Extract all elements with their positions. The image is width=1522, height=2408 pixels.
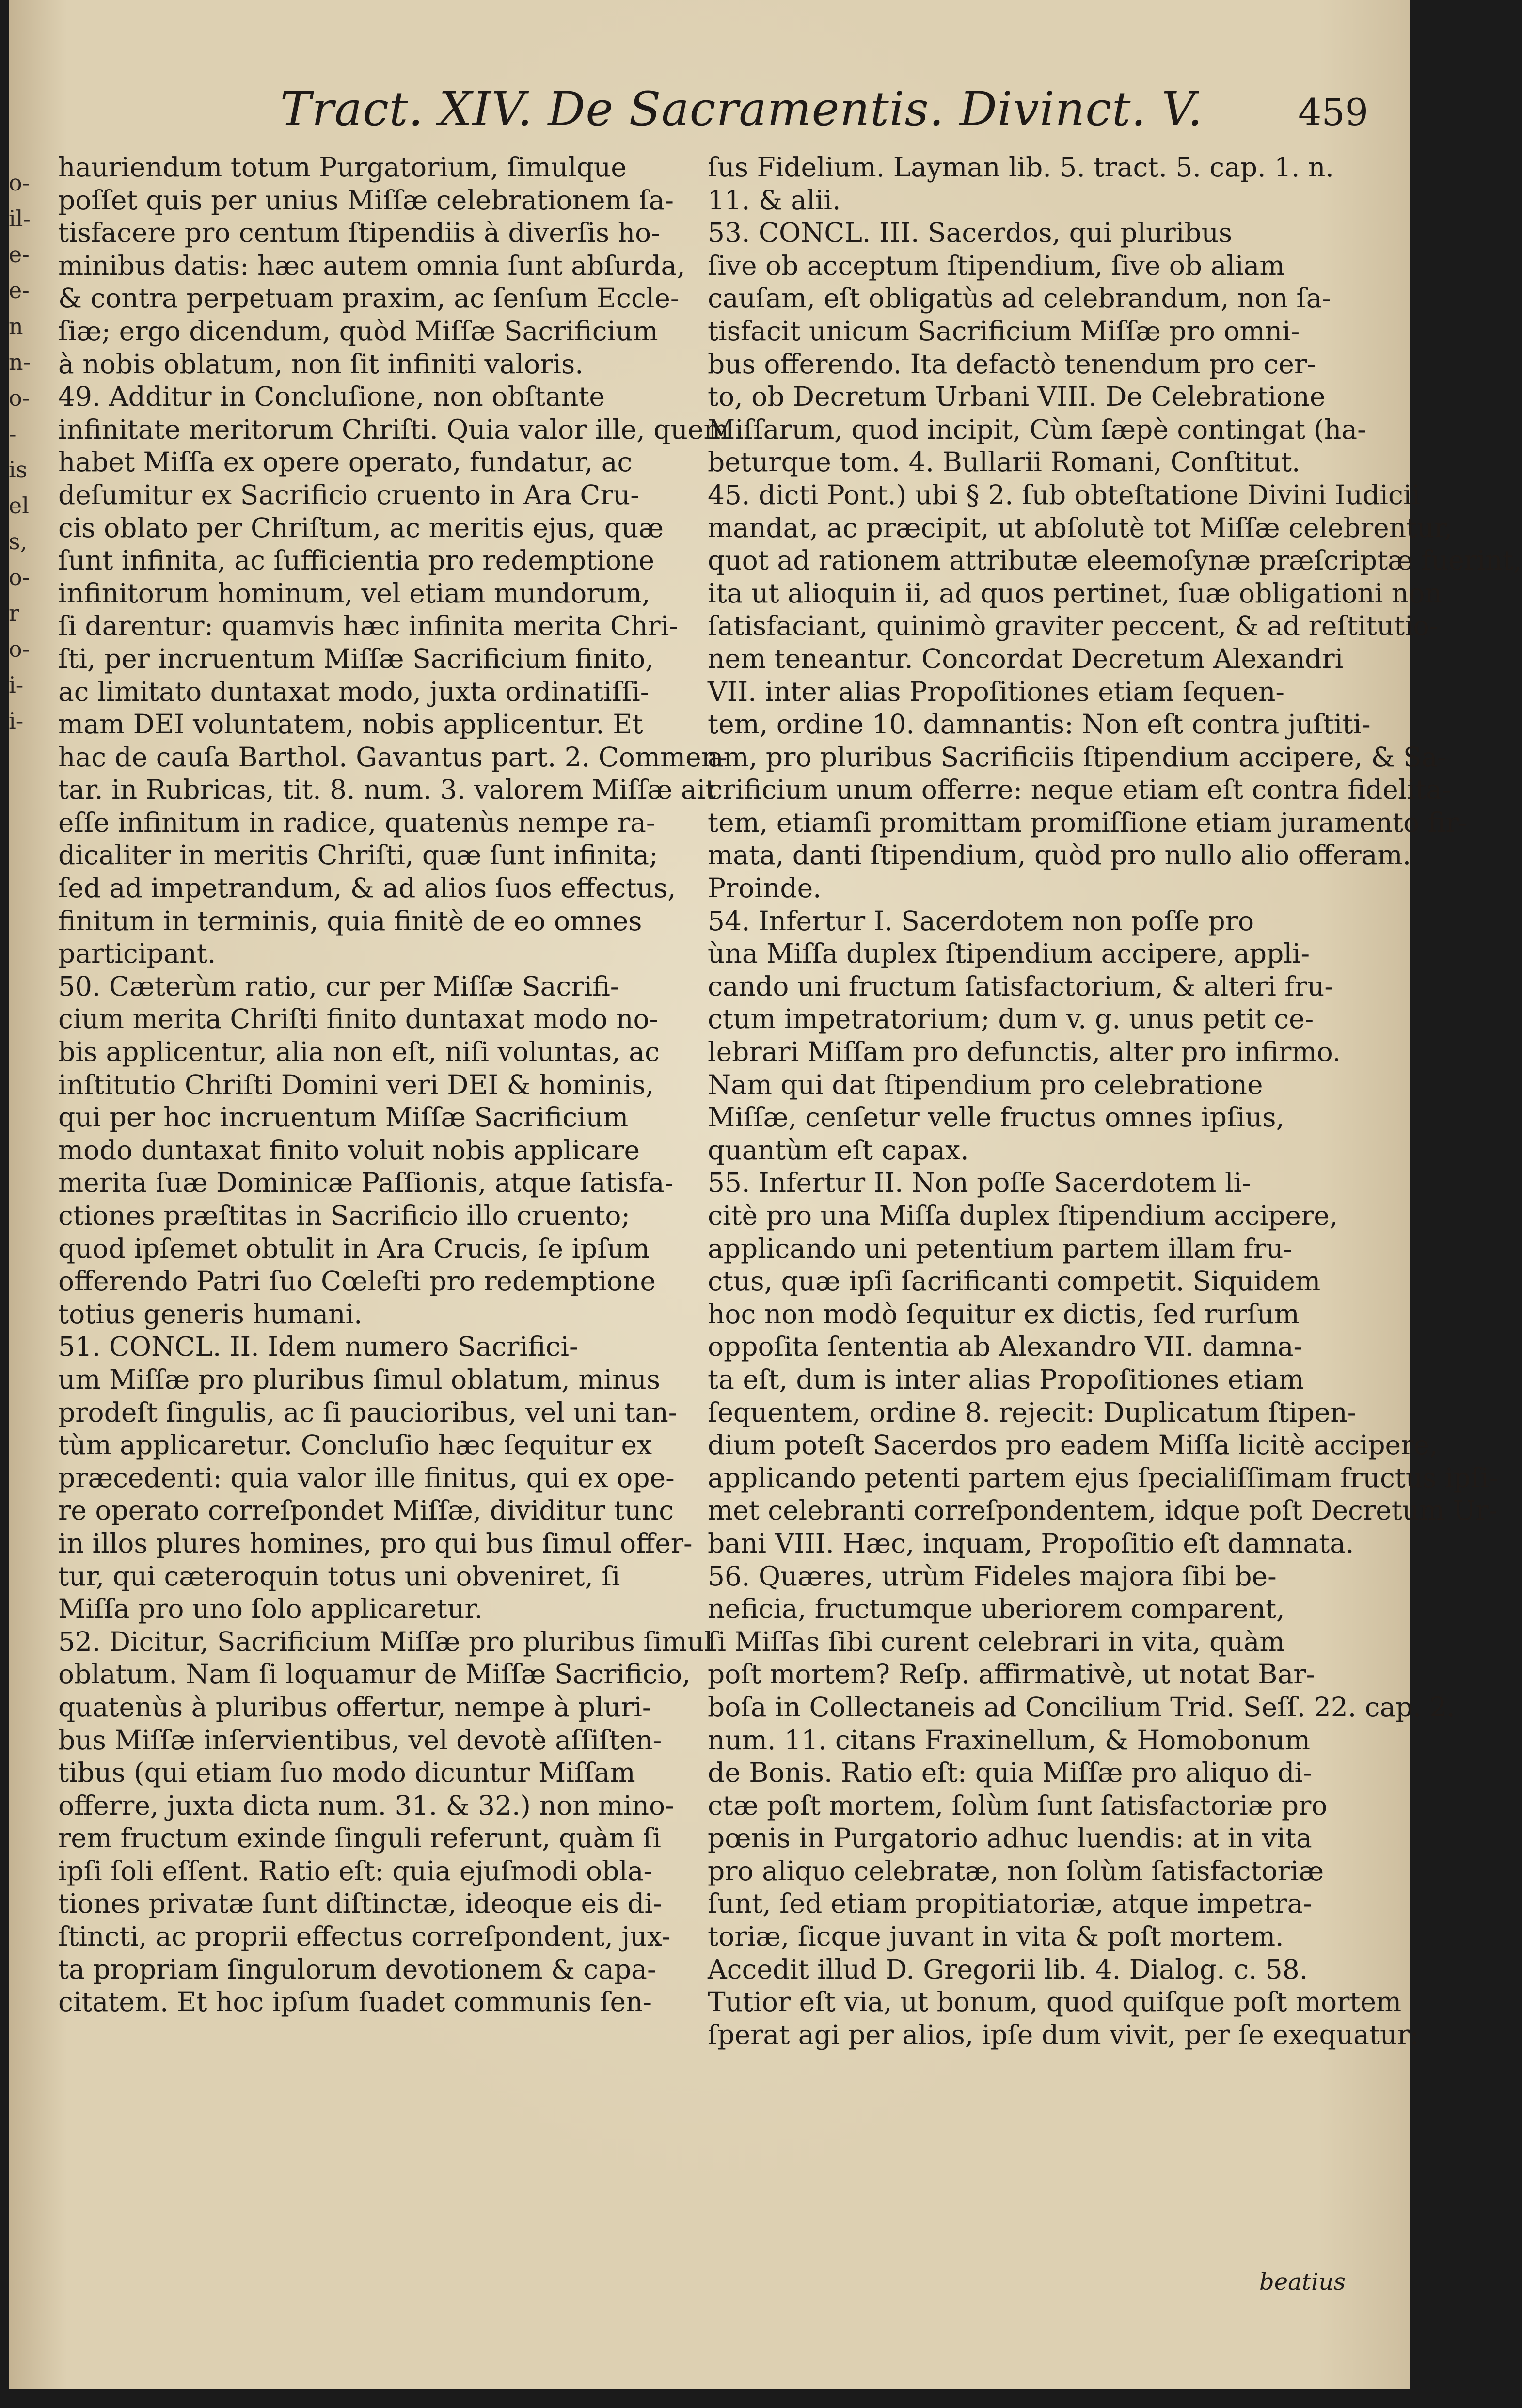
margin-fragment: o- (9, 385, 30, 411)
text-line: um Miſſæ pro pluribus ſimul oblatum, minus (58, 1363, 661, 1395)
text-line: ſtincti, ac proprii effectus correſpondent, jux- (58, 1921, 671, 1952)
text-line: Accedit illud D. Gregorii lib. 4. Dialog. c. 58. (708, 1953, 1308, 1985)
running-title: Tract. XIV. De Sacramentis. Divinct. V. (280, 82, 1203, 136)
text-line: pro aliquo celebratæ, non ſolùm ſatisfactoriæ (708, 1855, 1324, 1886)
text-line: bani VIII. Hæc, inquam, Propoſitio eſt damnata. (708, 1527, 1354, 1559)
text-line: tisfacit unicum Sacrificium Miſſæ pro omni- (708, 315, 1300, 347)
margin-fragment: o- (9, 636, 30, 662)
text-line: oppoſita ſententia ab Alexandro VII. damna- (708, 1331, 1303, 1362)
text-line: à nobis oblatum, non ſit infiniti valoris. (58, 348, 584, 380)
text-line: ctum impetratorium; dum v. g. unus petit ce- (708, 1003, 1314, 1035)
text-line: neficia, fructumque uberiorem comparent, (708, 1593, 1285, 1625)
text-line: tur, qui cæteroquin totus uni obveniret, ſi (58, 1560, 620, 1592)
text-line: 54. Infertur I. Sacerdotem non poſſe pro (708, 905, 1254, 936)
text-line: num. 11. citans Fraxinellum, & Homobonum (708, 1724, 1310, 1756)
previous-page-margin (9, 165, 31, 739)
text-line: ſi Miſſas ſibi curent celebrari in vita, quàm (708, 1626, 1285, 1657)
text-line: offerendo Patri ſuo Cœleſti pro redemptione (58, 1266, 656, 1297)
text-line: 55. Infertur II. Non poſſe Sacerdotem li- (708, 1167, 1251, 1199)
text-line: ſed ad impetrandum, & ad alios ſuos effectus, (58, 872, 676, 904)
text-line: tar. in Rubricas, tit. 8. num. 3. valorem Miſſæ ait (58, 774, 716, 806)
text-line: ſperat agi per alios, ipſe dum vivit, per ſe exequatur: (708, 2019, 1419, 2050)
text-line: participant. (58, 938, 216, 969)
text-line: inſtitutio Chriſti Domini veri DEI & hominis, (58, 1069, 654, 1100)
margin-fragment: i- (9, 708, 24, 734)
margin-fragment: n (9, 313, 23, 339)
text-line: am, pro pluribus Sacrificiis ſtipendium accipere, & Sa- (708, 741, 1447, 773)
margin-fragment: n- (9, 349, 31, 375)
text-line: Miſſarum, quod incipit, Cùm ſæpè contingat (ha- (708, 413, 1366, 445)
text-line: deſumitur ex Sacrificio cruento in Ara Cru- (58, 479, 639, 510)
text-line: tùm applicaretur. Concluſio hæc ſequitur ex (58, 1429, 652, 1461)
text-line: ſus Fidelium. Layman lib. 5. tract. 5. cap. 1. n. (708, 152, 1334, 183)
text-line: ctus, quæ ipſi ſacrificanti competit. Siquidem (708, 1266, 1321, 1297)
text-line: met celebranti correſpondentem, idque poſt Decretum Ur- (708, 1495, 1498, 1526)
text-line: 11. & alii. (708, 184, 841, 216)
text-line: ctiones præſtitas in Sacrificio illo cruento; (58, 1200, 631, 1231)
text-line: boſa in Collectaneis ad Concilium Trid. Seſſ. 22. cap. 2. (708, 1691, 1455, 1723)
text-line: tiones privatæ ſunt diſtinctæ, ideoque eis di- (58, 1888, 662, 1919)
text-line: ſunt infinita, ac ſufficientia pro redemptione (58, 545, 655, 576)
text-line: nem teneantur. Concordat Decretum Alexandri (708, 643, 1344, 674)
margin-fragment: i- (9, 672, 24, 698)
text-line: 52. Dicitur, Sacrificium Miſſæ pro pluribus ſimul (58, 1626, 713, 1657)
text-line: Nam qui dat ſtipendium pro celebratione (708, 1069, 1263, 1100)
text-line: tibus (qui etiam ſuo modo dicuntur Miſſam (58, 1757, 635, 1789)
text-line: ſi darentur: quamvis hæc infinita merita Chri- (58, 610, 678, 642)
text-line: re operato correſpondet Miſſæ, dividitur tunc (58, 1495, 674, 1526)
text-line: mandat, ac præcipit, ut abſolutè tot Miſſæ celebrentur, (708, 512, 1453, 543)
text-line: ſiæ; ergo dicendum, quòd Miſſæ Sacrificium (58, 315, 658, 347)
text-line: bis applicentur, alia non eſt, niſi voluntas, ac (58, 1036, 660, 1068)
text-line: qui per hoc incruentum Miſſæ Sacrificium (58, 1102, 629, 1133)
text-line: habet Miſſa ex opere operato, fundatur, ac (58, 446, 633, 478)
text-line: 51. CONCL. II. Idem numero Sacrifici- (58, 1331, 578, 1362)
text-line: toriæ, ſicque juvant in vita & poſt mortem. (708, 1921, 1284, 1952)
text-line: ctæ poſt mortem, ſolùm ſunt ſatisfactoriæ pro (708, 1790, 1328, 1821)
text-line: ſti, per incruentum Miſſæ Sacrificium finito, (58, 643, 654, 674)
text-line: Miſſa pro uno ſolo applicaretur. (58, 1593, 483, 1625)
text-line: prodeſt ſingulis, ac ſi paucioribus, vel uni tan- (58, 1396, 678, 1428)
text-line: infinitorum hominum, vel etiam mundorum, (58, 577, 650, 609)
text-line: crificium unum offerre: neque etiam eſt contra fidelita- (708, 774, 1451, 806)
text-line: applicando petenti partem ejus ſpecialiſſimam fructus ipſi- (708, 1462, 1498, 1493)
page-header (9, 80, 1410, 138)
margin-fragment: s, (9, 528, 28, 554)
text-line: hoc non modò ſequitur ex dictis, ſed rurſum (708, 1298, 1300, 1330)
text-line: to, ob Decretum Urbani VIII. De Celebratione (708, 381, 1326, 412)
text-line: cium merita Chriſti finito duntaxat modo no- (58, 1003, 659, 1035)
text-line: cauſam, eſt obligatùs ad celebrandum, non ſa- (708, 283, 1332, 314)
text-line: ta eſt, dum is inter alias Propoſitiones etiam (708, 1363, 1304, 1395)
text-line: cando uni fructum ſatisfactorium, & alteri fru- (708, 970, 1333, 1002)
text-line: ipſi ſoli eſſent. Ratio eſt: quia ejuſmodi obla- (58, 1855, 653, 1886)
page-number: 459 (1298, 91, 1369, 134)
book-page (9, 0, 1522, 2408)
margin-fragment: is (9, 457, 28, 483)
text-line: præcedenti: quia valor ille finitus, qui ex ope- (58, 1462, 675, 1493)
text-line: offerre, juxta dicta num. 31. & 32.) non mino- (58, 1790, 674, 1821)
text-line: hac de cauſa Barthol. Gavantus part. 2. Commen- (58, 741, 728, 773)
text-line: citatem. Et hoc ipſum ſuadet communis ſen- (58, 1986, 652, 2018)
text-line: dicaliter in meritis Chriſti, quæ ſunt infinita; (58, 840, 658, 871)
text-line: bus Miſſæ inſervientibus, vel devotè aſſiſten- (58, 1724, 662, 1756)
text-line: quot ad rationem attributæ eleemoſynæ præſcriptæ fuerint, (708, 545, 1522, 576)
text-line: rem fructum exinde ſinguli referunt, quàm ſi (58, 1822, 661, 1854)
text-line: pœnis in Purgatorio adhuc luendis: at in vita (708, 1822, 1312, 1854)
text-line: tem, ordine 10. damnantis: Non eſt contra juſtiti- (708, 709, 1371, 740)
text-line: de Bonis. Ratio eſt: quia Miſſæ pro aliquo di- (708, 1757, 1312, 1789)
margin-fragment: o- (9, 170, 30, 196)
text-line: ùna Miſſa duplex ſtipendium accipere, appli- (708, 938, 1310, 969)
text-line: ita ut alioquin ii, ad quos pertinet, ſuæ obligationi non (708, 577, 1442, 609)
text-line: ſatisfaciant, quinimò graviter peccent, & ad reſtitutio- (708, 610, 1439, 642)
text-line: hauriendum totum Purgatorium, ſimulque (58, 152, 627, 183)
text-line: quantùm eſt capax. (708, 1134, 969, 1166)
margin-fragment: e- (9, 277, 30, 303)
text-line: mata, danti ſtipendium, quòd pro nullo alio offeram. (708, 840, 1411, 871)
margin-fragment: e- (9, 241, 30, 268)
text-line: dium poteſt Sacerdos pro eadem Miſſa licitè accipere, (708, 1429, 1438, 1461)
text-line: ſive ob acceptum ſtipendium, ſive ob aliam (708, 250, 1285, 281)
right-column (708, 151, 1522, 2051)
text-line: Tutior eſt via, ut bonum, quod quiſque poſt mortem (708, 1986, 1402, 2018)
text-line: poſt mortem? Reſp. affirmativè, ut notat Bar- (708, 1659, 1316, 1690)
text-line: Miſſæ, cenſetur velle fructus omnes ipſius, (708, 1102, 1285, 1133)
text-line: ta propriam ſingulorum devotionem & capa- (58, 1953, 656, 1985)
text-line: Proinde. (708, 872, 822, 904)
scan-border (9, 2389, 1410, 2408)
text-line: 45. dicti Pont.) ubi § 2. ſub obteſtatione Divini Iudicii (708, 479, 1420, 510)
text-line: citè pro una Miſſa duplex ſtipendium accipere, (708, 1200, 1338, 1231)
text-line: quod ipſemet obtulit in Ara Crucis, ſe ipſum (58, 1233, 650, 1264)
text-line: ac limitato duntaxat modo, juxta ordinatiſſi- (58, 676, 650, 707)
text-line: merita ſuæ Dominicæ Paſſionis, atque ſatisfa- (58, 1167, 674, 1199)
catchword: beatius (1259, 2268, 1346, 2296)
text-line: eſſe infinitum in radice, quatenùs nempe ra- (58, 807, 655, 838)
text-line: in illos plures homines, pro qui bus ſimul offer- (58, 1527, 693, 1559)
text-line: tisfacere pro centum ſtipendiis à diverſis ho- (58, 217, 660, 249)
text-line: quatenùs à pluribus offertur, nempe à pluri- (58, 1691, 651, 1723)
text-line: 53. CONCL. III. Sacerdos, qui pluribus (708, 217, 1233, 249)
margin-fragment: el (9, 492, 29, 519)
text-line: beturque tom. 4. Bullarii Romani, Conſtitut. (708, 446, 1300, 478)
text-line: 50. Cæterùm ratio, cur per Miſſæ Sacrifi- (58, 970, 619, 1002)
margin-fragment: r (9, 600, 19, 626)
text-line: ſunt, ſed etiam propitiatoriæ, atque impetra- (708, 1888, 1313, 1919)
text-line: finitum in terminis, quia finitè de eo omnes (58, 905, 642, 936)
text-line: totius generis humani. (58, 1298, 363, 1330)
text-line: tem, etiamſi promittam promiſſione etiam juramento fir- (708, 807, 1468, 838)
text-line: ſequentem, ordine 8. rejecit: Duplicatum ſtipen- (708, 1396, 1357, 1428)
text-line: cis oblato per Chriſtum, ac meritis ejus, quæ (58, 512, 664, 543)
text-line: applicando uni petentium partem illam fru- (708, 1233, 1293, 1264)
margin-fragment: il- (9, 206, 31, 232)
text-line: bus offerendo. Ita defactò tenendum pro cer- (708, 348, 1316, 380)
text-line: lebrari Miſſam pro defunctis, alter pro infirmo. (708, 1036, 1341, 1068)
text-line: modo duntaxat finito voluit nobis applicare (58, 1134, 640, 1166)
text-line: & contra perpetuam praxim, ac ſenſum Eccle- (58, 283, 680, 314)
text-line: 49. Additur in Concluſione, non obſtante (58, 381, 605, 412)
text-line: VII. inter alias Propoſitiones etiam ſequen- (708, 676, 1284, 707)
text-line: poſſet quis per unius Miſſæ celebrationem ſa- (58, 184, 674, 216)
text-line: minibus datis: hæc autem omnia ſunt abſurda, (58, 250, 685, 281)
text-line: 56. Quæres, utrùm Fideles majora ſibi be- (708, 1560, 1277, 1592)
margin-fragment: - (9, 421, 16, 447)
text-line: mam DEI voluntatem, nobis applicentur. Et (58, 709, 643, 740)
margin-fragment: o- (9, 564, 30, 590)
text-line: infinitate meritorum Chriſti. Quia valor ille, quem (58, 413, 729, 445)
left-column (58, 151, 729, 2019)
text-line: oblatum. Nam ſi loquamur de Miſſæ Sacrificio, (58, 1659, 691, 1690)
